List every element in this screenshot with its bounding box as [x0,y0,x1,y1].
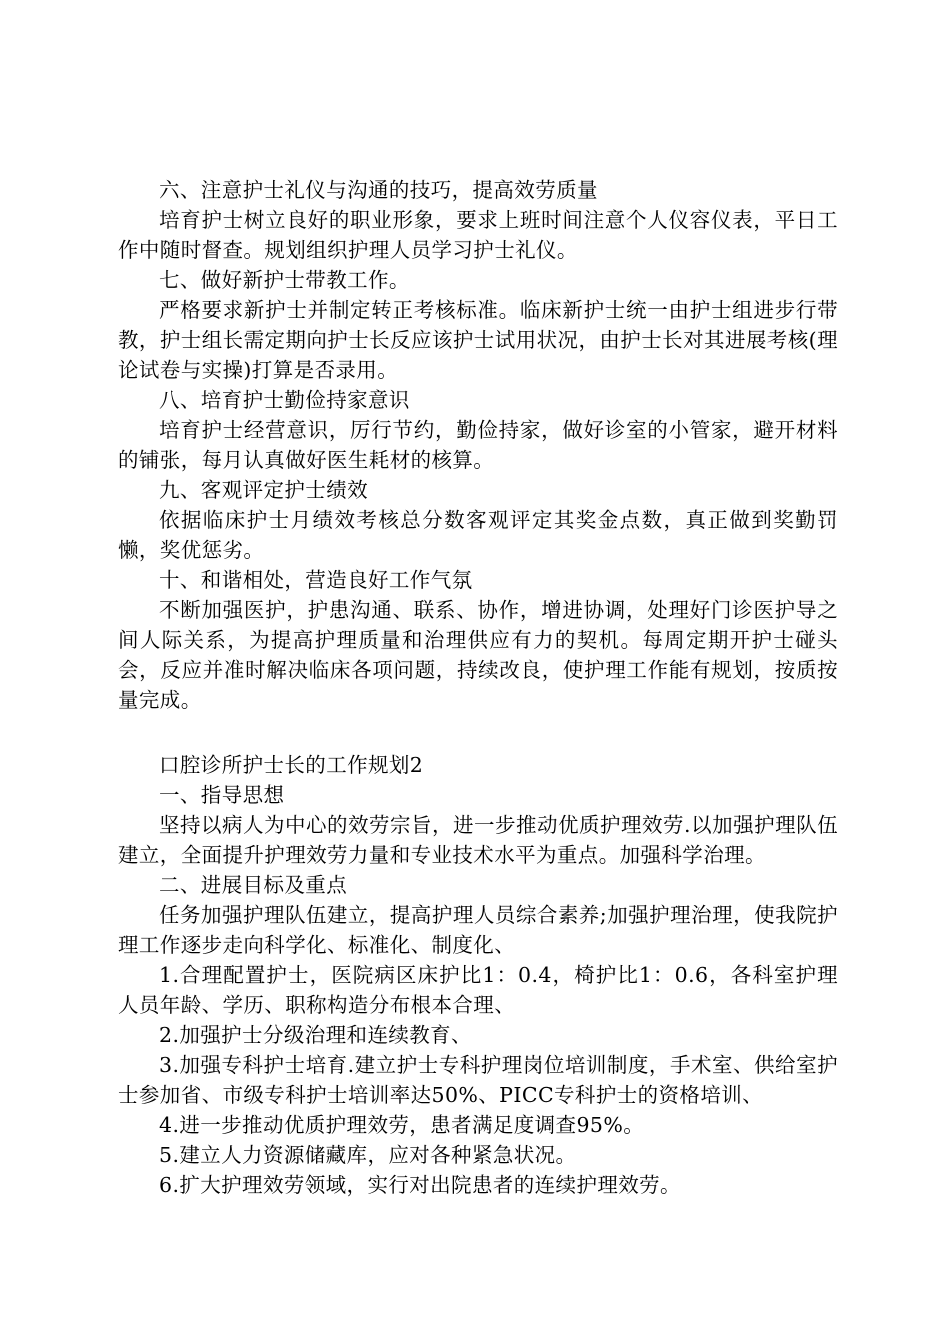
paragraph-etiquette: 培育护士树立良好的职业形象，要求上班时间注意个人仪容仪表，平日工作中随时督查。规划组织护理人员学习护士礼仪。 [118,208,838,262]
list-item-2: 2.加强护士分级治理和连续教育、 [159,1023,472,1047]
document-title: 口腔诊所护士长的工作规划2 [159,753,424,777]
list-item-3: 3.加强专科护士培育.建立护士专科护理岗位培训制度，手术室、供给室护士参加省、市级专科护士培训率达50%、PICC专科护士的资格培训、 [118,1053,838,1107]
heading-six: 六、注意护士礼仪与沟通的技巧，提高效劳质量 [159,178,598,202]
section-nursing-plan-part1 [118,175,838,715]
paragraph-harmony: 不断加强医护，护患沟通、联系、协作，增进协调，处理好门诊医护导之间人际关系，为提高护理质量和治理供应有力的契机。每周定期开护士碰头会，反应并准时解决临床各项问题，持续改良，使护理工作能有规划，按质按量完成。 [118,598,838,712]
heading-ten: 十、和谐相处，营造良好工作气氛 [159,568,473,592]
heading-nine: 九、客观评定护士绩效 [159,478,368,502]
heading-seven: 七、做好新护士带教工作。 [159,268,410,292]
heading-guiding-ideology: 一、指导思想 [159,783,285,807]
paragraph-new-nurse-training: 严格要求新护士并制定转正考核标准。临床新护士统一由护士组进步行带教，护士组长需定期向护士长反应该护士试用状况，由护士长对其进展考核(理论试卷与实操)打算是否录用。 [118,298,838,382]
paragraph-guiding-ideology: 坚持以病人为中心的效劳宗旨，进一步推动优质护理效劳.以加强护理队伍建立，全面提升护理效劳力量和专业技术水平为重点。加强科学治理。 [118,813,838,867]
list-item-1: 1.合理配置护士，医院病区床护比1：0.4，椅护比1：0.6，各科室护理人员年龄、学历、职称构造分布根本合理、 [118,963,838,1017]
paragraph-tasks: 任务加强护理队伍建立，提高护理人员综合素养;加强护理治理，使我院护理工作逐步走向科学化、标准化、制度化、 [118,903,838,957]
paragraph-performance: 依据临床护士月绩效考核总分数客观评定其奖金点数，真正做到奖勤罚懒，奖优惩劣。 [118,508,838,562]
section-nursing-plan-2 [118,750,838,1200]
paragraph-frugality: 培育护士经营意识，厉行节约，勤俭持家，做好诊室的小管家，避开材料的铺张，每月认真做好医生耗材的核算。 [118,418,838,472]
list-item-5: 5.建立人力资源储藏库，应对各种紧急状况。 [159,1143,577,1167]
heading-goals: 二、进展目标及重点 [159,873,348,897]
list-item-6: 6.扩大护理效劳领域，实行对出院患者的连续护理效劳。 [159,1173,681,1197]
heading-eight: 八、培育护士勤俭持家意识 [159,388,410,412]
list-item-4: 4.进一步推动优质护理效劳，患者满足度调查95%。 [159,1113,645,1137]
